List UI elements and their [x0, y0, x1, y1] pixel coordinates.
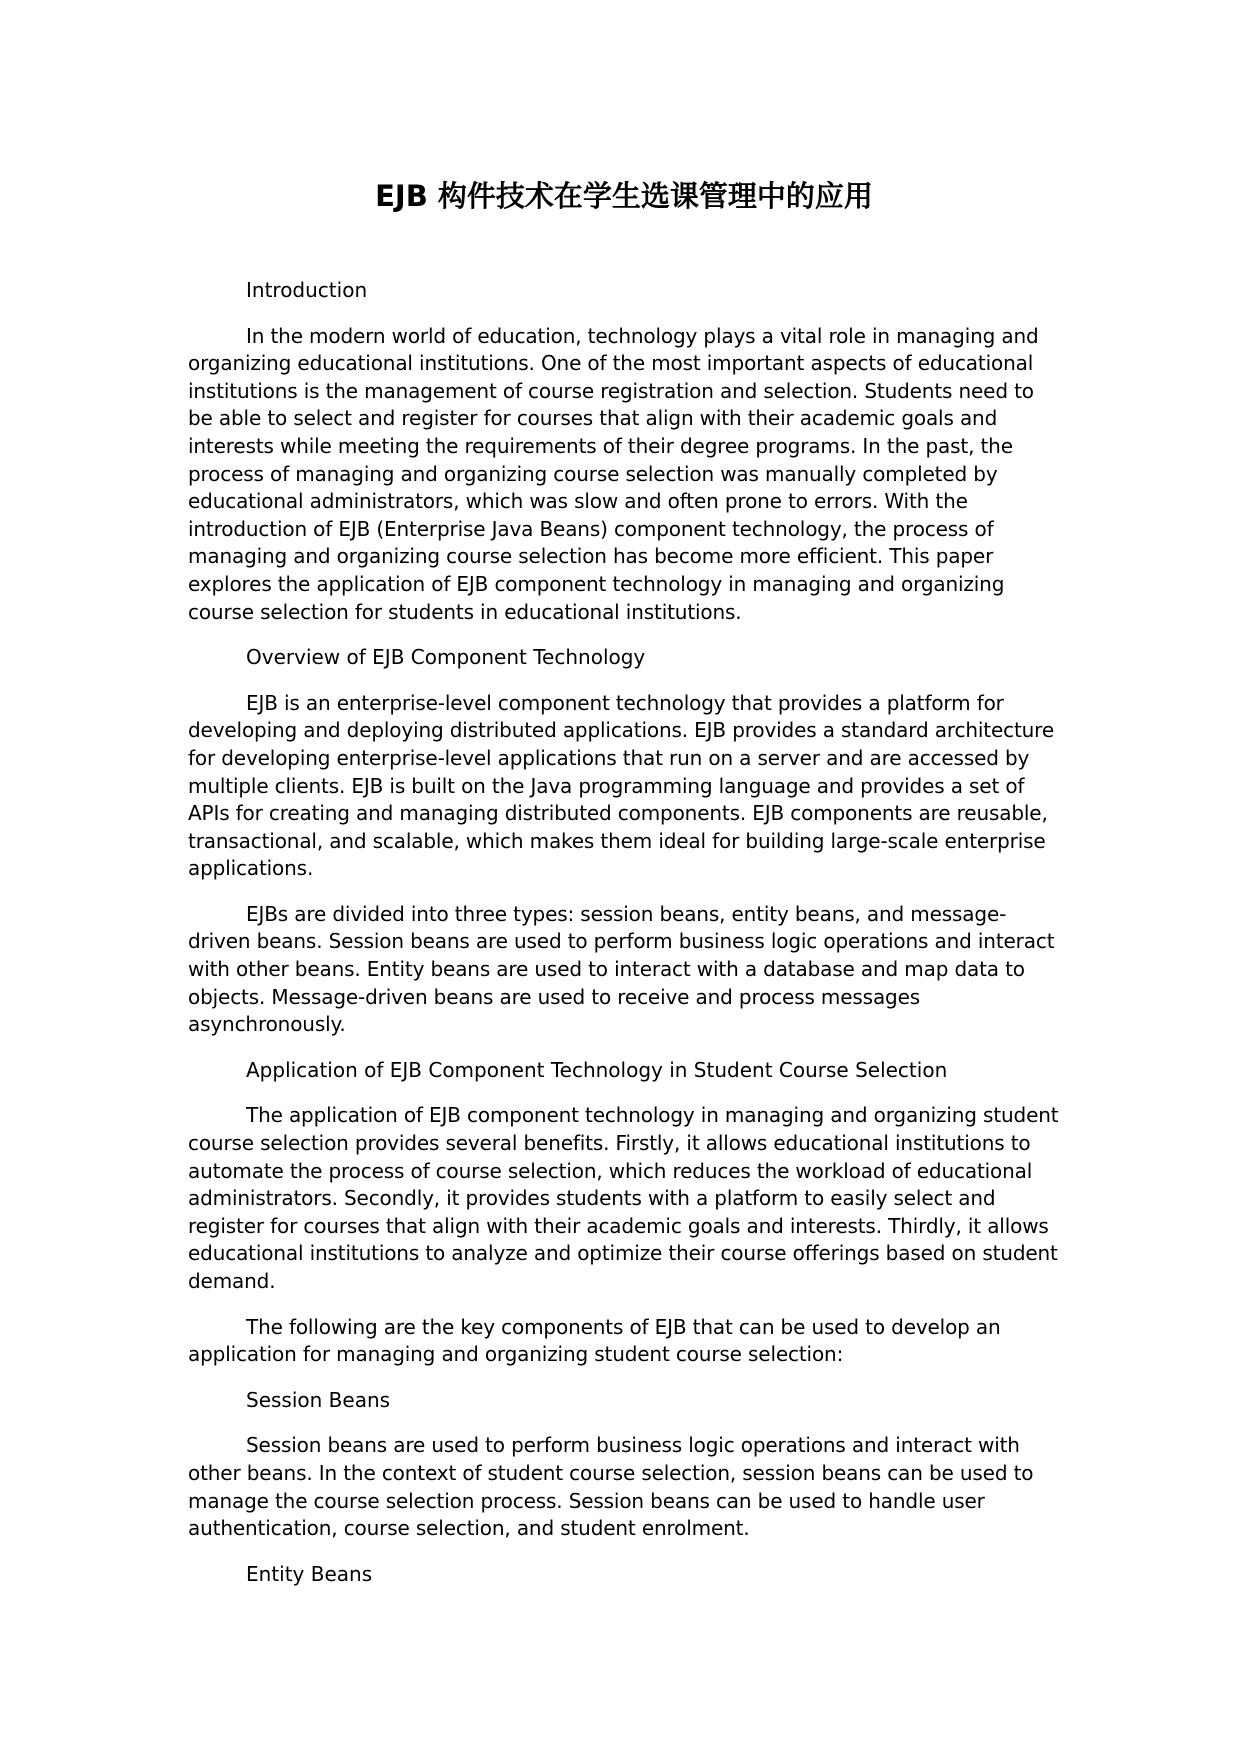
paragraph-overview-1: EJB is an enterprise-level component technology that provides a platform for developing and deploying distributed applications. EJB provides a standard architecture for developing enterprise-level applications that run on a server and are accessed by multiple clients. EJB is built on the Java programming language and provides a set of APIs for creating and managing distributed components. EJB components are reusable, transactional, and scalable, which makes them ideal for building large-scale enterprise applications.: [188, 690, 1054, 881]
paragraph-application-2: The following are the key components of EJB that can be used to develop an application for managing and organizing student course selection:: [188, 1314, 1001, 1367]
document-body: [188, 175, 1060, 1606]
section-heading-overview: Overview of EJB Component Technology: [246, 645, 646, 670]
paragraph-overview-2: EJBs are divided into three types: session beans, entity beans, and message-driven beans. Session beans are used to perform business logic operations and interact with other beans. Entity beans are used to interact with a database and map data to objects. Message-driven beans are used to receive and process messages asynchronously.: [188, 901, 1055, 1037]
document-title: EJB 构件技术在学生选课管理中的应用: [375, 179, 873, 213]
section-heading-application: Application of EJB Component Technology in Student Course Selection: [246, 1057, 948, 1082]
section-heading-session-beans: Session Beans: [246, 1387, 391, 1412]
section-heading-introduction: Introduction: [246, 278, 368, 302]
paragraph-application-1: The application of EJB component technology in managing and organizing student course selection provides several benefits. Firstly, it allows educational institutions to automate the process of course selection, which reduces the workload of educational administrators. Secondly, it provides students with a platform to easily select and register for courses that align with their academic goals and interests. Thirdly, it allows educational institutions to analyze and optimize their course offerings based on student demand.: [188, 1103, 1059, 1293]
section-heading-entity-beans: Entity Beans: [246, 1561, 373, 1586]
paragraph-session-beans: Session beans are used to perform business logic operations and interact with other beans. In the context of student course selection, session beans can be used to manage the course selection process. Session beans can be used to handle user authentication, course selection, and student enrolment.: [188, 1433, 1034, 1541]
paragraph-introduction: In the modern world of education, technology plays a vital role in managing and organizing educational institutions. One of the most important aspects of educational institutions is the management of course registration and selection. Students need to be able to select and register for courses that align with their academic goals and interests while meeting the requirements of their degree programs. In the past, the process of managing and organizing course selection was manually completed by educational administrators, which was slow and often prone to errors. With the introduction of EJB (Enterprise Java Beans) component technology, the process of managing and organizing course selection has become more efficient. This paper explores the application of EJB component technology in managing and organizing course selection for students in educational institutions.: [188, 323, 1039, 624]
